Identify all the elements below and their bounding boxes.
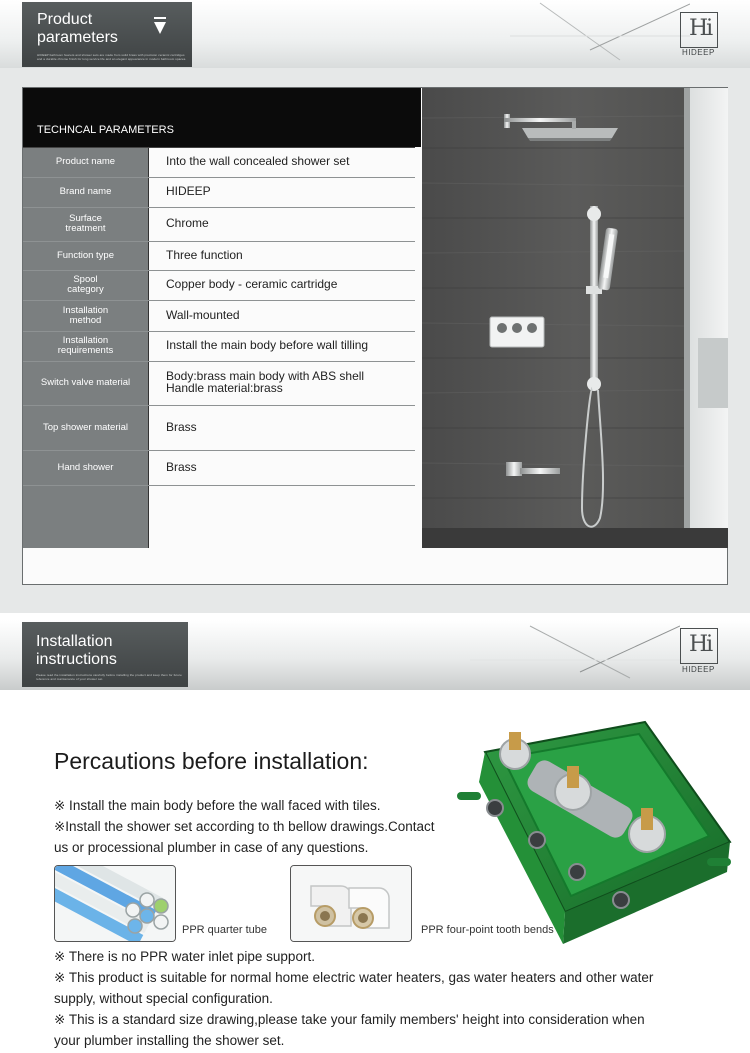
param-label: Product name [55, 156, 116, 167]
param-value: Install the main body before wall tilling [166, 338, 369, 352]
shower-photo [422, 88, 728, 548]
ppr-bends-image [290, 865, 412, 942]
param-label: Spool category [67, 274, 104, 295]
install-heading: Percautions before installation: [54, 748, 369, 774]
install-banner-rule [22, 684, 188, 687]
install-banner [0, 620, 750, 690]
install-banner-title [36, 633, 117, 669]
hideep-logo-word: HIDEEP [682, 48, 715, 57]
install-note-4: ※ There is no PPR water inlet pipe support. [54, 949, 315, 964]
param-value: Brass [166, 459, 197, 474]
param-value: Chrome [166, 216, 209, 230]
params-heading-bar [23, 88, 421, 147]
param-label: Brand name [59, 186, 112, 197]
install-note-2: ※Install the shower set according to th bellow drawings.Contact [54, 819, 435, 834]
param-value: Copper body - ceramic cartridge [166, 277, 338, 291]
install-hideep-logo [680, 628, 718, 664]
param-value: Wall-mounted [166, 307, 240, 322]
param-label: Function type [56, 249, 115, 261]
param-label: Surface treatment [65, 213, 106, 234]
install-note-7: ※ This is a standard size drawing,please take your family members' height into consideration when [54, 1012, 645, 1027]
decorative-lines [500, 0, 690, 68]
param-label: Hand shower [57, 461, 114, 473]
hideep-logo-mark: Hi [689, 16, 712, 41]
install-banner-tab [22, 622, 188, 684]
ppr-tube-image [54, 865, 176, 942]
param-value: Body:brass main body with ABS shell Handle material:brass [166, 369, 365, 395]
install-banner-title-line1: Installation [36, 633, 113, 650]
product-banner-rule [22, 64, 192, 67]
install-banner-fine-text: Please read the installation instructions carefully before installing the product and keep them for future reference and maintenance of your shower set. [36, 673, 182, 681]
param-label: Top shower material [42, 421, 128, 433]
param-value: Three function [166, 247, 243, 262]
install-hideep-logo-mark: Hi [689, 632, 712, 657]
install-note-1: ※ Install the main body before the wall faced with tiles. [54, 798, 381, 813]
param-value: Brass [166, 419, 197, 434]
install-banner-title-line2: instructions [36, 651, 117, 668]
install-decorative-lines [470, 620, 680, 690]
product-banner [0, 0, 750, 68]
product-banner-fine-text: HIDEEP bathroom faucets and shower sets are made from solid brass with precision ceramic cartridges and a durable chrome finish for long service life and an elegant appearance in modern bathroom spaces. [37, 53, 187, 61]
param-label: Switch valve material [40, 377, 131, 388]
install-note-6: supply, without special configuration. [54, 991, 273, 1006]
ppr-bends-caption: PPR four-point tooth bends [421, 924, 554, 936]
param-value: Into the wall concealed shower set [166, 154, 350, 168]
param-label: Installation requirements [57, 335, 114, 356]
install-note-3: us or processional plumber in case of any questions. [54, 840, 369, 855]
product-banner-title-line2: parameters [37, 29, 118, 46]
install-note-5: ※ This product is suitable for normal home electric water heaters, gas water heaters and other water [54, 970, 654, 985]
params-heading: TECHNCAL PARAMETERS [37, 124, 174, 136]
hideep-logo [680, 12, 718, 48]
param-label: Installation method [62, 304, 109, 326]
install-hideep-logo-word: HIDEEP [682, 665, 715, 674]
ppr-tube-caption: PPR quarter tube [182, 924, 267, 936]
param-table-top-border [23, 147, 415, 148]
product-banner-title-line1: Product [37, 11, 93, 28]
down-arrow-icon [152, 17, 168, 35]
valve-body-image [445, 712, 735, 952]
param-value: HIDEEP [166, 184, 211, 198]
install-note-8: your plumber installing the shower set. [54, 1033, 285, 1048]
product-banner-title [37, 11, 118, 47]
param-row-divider [23, 485, 415, 486]
